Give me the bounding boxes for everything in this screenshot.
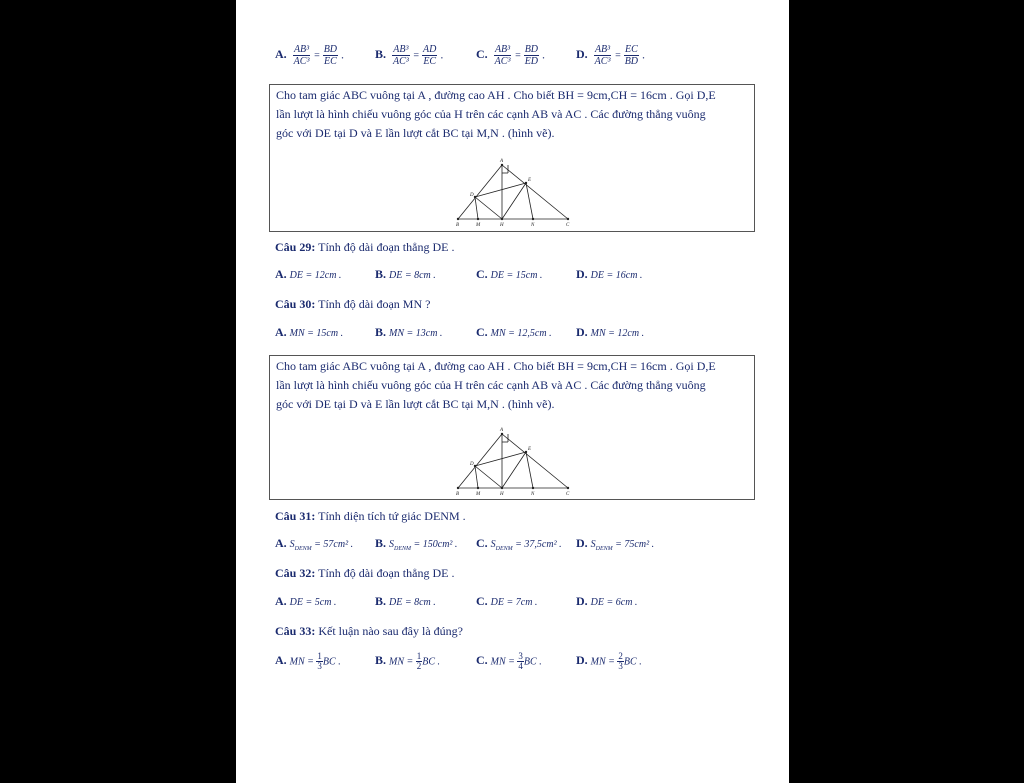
problem-line-2: lần lượt là hình chiếu vuông góc của H trên các cạnh AB và AC . Các đường thẳng vuông	[276, 378, 706, 392]
question-30: Câu 30: Tính độ dài đoạn MN ?	[275, 297, 431, 311]
label-a: A	[500, 159, 504, 164]
problem-box-2	[269, 355, 755, 500]
question-33: Câu 33: Kết luận nào sau đây là đúng?	[275, 624, 463, 638]
option-b: B. $\frac{\text{AB³}}{\text{AC³}}$ = $\frac{AD}{EC}$ .	[375, 44, 444, 67]
question-29: Câu 29: Tính độ dài đoạn thẳng DE .	[275, 240, 455, 254]
option-a: A. $\frac{\text{AB³}}{\text{AC³}}$ = $\frac{BD}{EC}$ .	[275, 44, 345, 67]
q33-options: A. MN = $\frac{1}{3}$ BC . B. MN = $\frac{1}{2}$ BC . C. MN = $\frac{3}{4}$ BC . D. MN = $\frac{2}{3}$ BC .	[275, 651, 642, 671]
triangle-figure-1	[270, 145, 754, 230]
label-b: B	[456, 492, 460, 497]
problem-line-1: Cho tam giác ABC vuông tại A , đường cao AH . Cho biết BH = 9cm,CH = 16cm . Gọi D,E	[276, 359, 716, 373]
label-e: E	[528, 178, 532, 183]
label-m: M	[476, 492, 481, 497]
problem-line-2: lần lượt là hình chiếu vuông góc của H trên các cạnh AB và AC . Các đường thẳng vuông	[276, 107, 706, 121]
label-d: D	[470, 462, 474, 467]
label-n: N	[531, 492, 535, 497]
option-d: D. $\frac{\text{AB³}}{\text{AC³}}$ = $\frac{EC}{BD}$ .	[576, 44, 646, 67]
label-n: N	[531, 223, 535, 228]
document-page: A. $\frac{\text{AB³}}{\text{AC³}}$ = $\frac{BD}{EC}$ . B. $\frac{\text{AB³}}{\text{AC³}}$ = $\frac{AD}{EC}$ . C. $\frac{\text{AB³}}{\text{AC³}}$ = $\frac{BD}{ED}$ . D. $\frac{\text{AB³}}{\text{AC³}}$ = $\frac{EC}{BD}$ . Cho tam giác ABC vuông tại A , đường cao AH . Cho biết BH = 9cm,CH = 16cm . Gọi D,E lần lượt là hình chiếu vuông góc của H trên các cạnh AB và AC . Các đường thẳng vuông góc với DE tại D và E lần lượt cắt BC tại M,N . (hình vẽ). A B C D E H M N Câu 29: Tính độ dài đoạn thẳng DE . A. DE = 12cm . B. DE = 8cm . C. DE = 15cm . D. DE = 16cm . Câu 30: Tính độ dài đoạn MN ? A. MN = 15cm . B. MN = 13cm . C. MN = 12,5cm . D. MN = 12cm . Cho tam giác ABC vuông tại A , đường cao AH . Cho biết BH = 9cm,CH = 16cm . Gọi D,E lần lượt là hình chiếu vuông góc của H trên các cạnh AB và AC . Các đường thẳng vuông góc với DE tại D và E lần lượt cắt BC tại M,N . (hình vẽ). A B C D E H M N Câu 31: Tính diện tích tứ giác DENM . A. $S_{DENM} = 57cm^2$ . B. $S_{DENM} = 150cm^2$ . C. $S_{DENM} = 37,5cm^2$ . D. $S_{DENM} = 75cm^2$ . Câu 32: Tính độ dài đoạn thẳng DE . A. DE = 5cm . B. DE = 8cm . C. DE = 7cm . D. DE = 6cm . Câu 33: Kết luận nào sau đây là đúng? A. MN = $\frac{1}{3}$ BC . B. MN = $\frac{1}{2}$ BC . C. MN = $\frac{3}{4}$ BC . D. MN = $\frac{2}{3}$ BC .	[236, 0, 789, 783]
label-h: H	[500, 223, 504, 228]
triangle-figure-2	[270, 414, 754, 499]
question-31: Câu 31: Tính diện tích tứ giác DENM .	[275, 509, 466, 523]
label-c: C	[566, 223, 570, 228]
problem-box-1	[269, 84, 755, 232]
label-d: D	[470, 193, 474, 198]
problem-line-3: góc với DE tại D và E lần lượt cắt BC tại M,N . (hình vẽ).	[276, 397, 555, 411]
label-m: M	[476, 223, 481, 228]
top-options-row	[275, 44, 755, 74]
label-c: C	[566, 492, 570, 497]
label-e: E	[528, 447, 532, 452]
question-32: Câu 32: Tính độ dài đoạn thẳng DE .	[275, 566, 455, 580]
problem-line-1: Cho tam giác ABC vuông tại A , đường cao AH . Cho biết BH = 9cm,CH = 16cm . Gọi D,E	[276, 88, 716, 102]
problem-line-3: góc với DE tại D và E lần lượt cắt BC tại M,N . (hình vẽ).	[276, 126, 555, 140]
label-b: B	[456, 223, 460, 228]
label-h: H	[500, 492, 504, 497]
label-a: A	[500, 428, 504, 433]
option-c: C. $\frac{\text{AB³}}{\text{AC³}}$ = $\frac{BD}{ED}$ .	[476, 44, 546, 67]
